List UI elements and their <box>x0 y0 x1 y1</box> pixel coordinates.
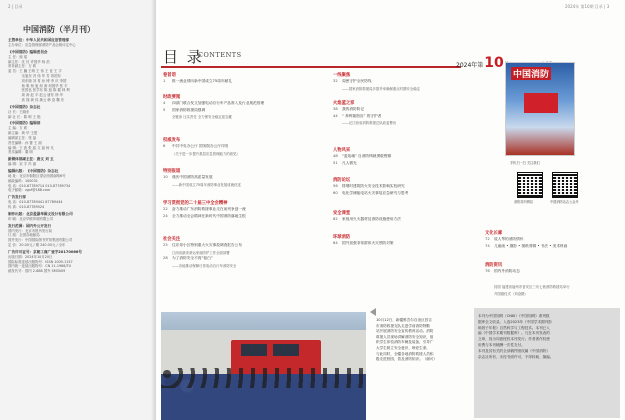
toc-page-number: 1 <box>163 79 166 83</box>
toc-entry[interactable] <box>163 243 242 248</box>
info-line: 出版日期：2024年10月20日 <box>8 254 53 259</box>
toc-page-number: 28 <box>163 256 168 260</box>
toc-entry[interactable] <box>494 284 570 289</box>
toc-entry-title: 奋力推动广东消防救援事业走在前列争创一流 <box>172 207 246 211</box>
cover-flag-image <box>524 93 558 113</box>
toc-subtitle: CONTENTS <box>198 51 242 59</box>
toc-entry-title: 故人琴的消防情怀 <box>494 237 524 241</box>
cover-logo: 中国消防 <box>511 67 551 80</box>
caption-line: 市消防救援支队走进学前消防特勤 <box>376 323 430 328</box>
toc-entry[interactable] <box>342 120 396 125</box>
info-line: 毛旭东 冯 伟 华 芳 刘国东 <box>8 73 61 78</box>
toc-entry[interactable] <box>333 241 394 246</box>
info-line: 社 长：王晓东 <box>8 109 30 114</box>
qr-caption-website: 消防周刊网站 <box>514 200 534 204</box>
toc-section-title: 特别报道 <box>163 169 181 174</box>
toc-section-title: 时政要闻 <box>163 95 181 100</box>
info-line: 编 辑：宋 宇 冯 丽 <box>8 162 37 167</box>
info-line: 责任编辑：孙 蕾 王 丽 <box>8 140 42 145</box>
toc-entry[interactable] <box>494 291 528 296</box>
toc-entry[interactable] <box>333 114 381 119</box>
toc-section-title: 环球消防 <box>333 235 351 240</box>
toc-page-number: 44 <box>333 113 338 118</box>
toc-section-title: 火焰蓝之家 <box>333 101 355 106</box>
info-line: 高 翔 黄 伟 龚云 韩 奋 魏 东 <box>8 97 65 102</box>
toc-entry[interactable] <box>172 250 230 255</box>
toc-entry[interactable] <box>172 263 236 268</box>
toc-title: 目 录 <box>163 48 204 66</box>
fire-truck-window <box>273 344 299 356</box>
info-line: 国内统一连续出版物号：CN 11-1966/TU <box>8 264 72 269</box>
notice-line: 用费与本刊稿酬一次性支付。 <box>478 342 525 347</box>
info-line: 电子邮箱：zgxf@188.com <box>8 188 51 193</box>
toc-page-number: 10 <box>163 175 168 179</box>
toc-entry-title: 排烟时建筑防火安全技术影响实验研究 <box>342 184 405 188</box>
info-line: 地 址：北京市朝阳区望京西园南路6号 <box>8 173 66 178</box>
toc-entry-title: 凡人微光 <box>342 160 357 165</box>
info-line: 常务副主任：万 莉 <box>8 64 37 69</box>
toc-page-number: 6 <box>163 144 166 148</box>
toc-rule <box>161 66 461 68</box>
toc-page-number: 4 <box>163 101 166 105</box>
caption-line: 站开展消防安全宣传教育活动。消防 <box>376 329 434 334</box>
toc-page-number: 74 <box>485 243 490 248</box>
info-line: 国外发行：中国国际图书贸易集团有限公司 <box>8 238 73 243</box>
toc-page-number: 5 <box>163 107 166 112</box>
info-line: 主 编：万 莉 <box>8 126 28 131</box>
toc-page-number: 22 <box>163 207 168 211</box>
notice-line: 本刊及其有关的全部稿件版权属《中国消防》 <box>478 348 550 353</box>
toc-section-title: 学习贯彻党的二十届三中全会精神 <box>163 201 228 206</box>
toc-entry[interactable] <box>342 86 420 91</box>
notice-line: 本刊为中国知网（CNKI）《中国知网》系列数 <box>478 314 550 318</box>
toc-entry[interactable] <box>163 144 228 149</box>
toc-page-number: 76 <box>485 269 490 273</box>
toc-entry[interactable] <box>333 217 401 222</box>
toc-page-number: 62 <box>333 217 338 221</box>
toc-entry-title: 全链条 压实责任 全力保安全稳定迎宝藏 <box>172 115 232 119</box>
info-line: 副 社 长：陈 明 王 艳 <box>8 114 41 119</box>
notice-line: 据库全文收录。入选2023年《中国学术期刊影 <box>478 319 552 324</box>
toc-entry-title: ——新中国成立75周年消防事业发展成就综述 <box>172 182 241 187</box>
info-line: 委 员：王 巍 王明 王 伟 王 征 王 宇 <box>8 69 62 74</box>
info-line: 周 涛 赵 平 赵云 唐东 徐 华 <box>8 93 64 98</box>
toc-entry-title: 为了消防安全不再“留白” <box>172 256 213 260</box>
toc-entry-title: 全力推动全会精神在新时代中国消防落地生根 <box>172 213 246 218</box>
toc-entry[interactable] <box>333 161 357 166</box>
fire-truck-window <box>241 344 267 356</box>
toc-page-number: 60 <box>333 190 338 195</box>
notice-line: 编《中国学术期刊数据库》。凡在本刊发表的 <box>478 331 550 336</box>
left-page <box>0 0 156 420</box>
toc-page-number: 24 <box>163 213 168 218</box>
toc-entry[interactable] <box>485 244 567 249</box>
toc-entry-title: “蓝焰魂” 自消防铸就勇敢铿锵 <box>342 154 392 158</box>
info-heading: 《中国消防》编辑委员会 <box>8 49 48 54</box>
toc-entry-title: 家庭用灭火器材及消防设施使用方法 <box>342 217 401 221</box>
info-line: 副主编：黄 华 王建 <box>8 131 38 136</box>
qr-code-wechat[interactable] <box>552 172 578 198</box>
masthead: 中国消防（半月刊） <box>23 24 95 34</box>
photo-caption <box>376 318 466 363</box>
toc-entry-title: ——记江西省消防救援总队政委曹岩 <box>342 121 397 125</box>
toc-entry[interactable] <box>163 101 264 106</box>
toc-page-number: 64 <box>333 241 338 245</box>
toc-page-number: 56 <box>333 184 338 188</box>
toc-section-title: 一线聚焦 <box>333 73 351 78</box>
info-line: 副主任：沈 纹 许国华 杨 浩 <box>8 59 50 64</box>
toc-entry-title: 电化学储能电站火灾事故应急研究与思考 <box>342 190 409 195</box>
right-page-header: 2024年 第10期 目录 | 3 <box>565 4 610 9</box>
toc-entry-title: 封面 福建省福州市晋安区三坊七巷消防救援站举行 <box>494 285 570 289</box>
toc-entry-title: 《关于进一步提升基层应急管理能力的意见》 <box>172 151 240 156</box>
left-page-header: 2 | 目录 <box>8 4 23 9</box>
info-line: 电 话：010-87789441 87789444 <box>8 200 63 205</box>
toc-entry-title: ——各地推动保障日常电动自行车消防安全 <box>172 263 237 268</box>
toc-entry-title: 我的消防防记 <box>342 107 365 111</box>
info-heading: 广告许可证号：京朝工商广登字20170066号 <box>8 249 82 254</box>
info-line: 编辑部主任：张 晶 <box>8 135 37 140</box>
toc-entry-title: 谨庆中国消防高质量发展 <box>172 175 213 179</box>
toc-entry-title: 住乐邦小区特别重大火灾事故调查报告公布 <box>172 243 243 247</box>
toc-entry-title: 周密守护全民防线 <box>342 79 372 83</box>
toc-entry-title: 儿童画 • 摄影 • 图纸剪辑 • 书法 • 美术科画 <box>494 243 568 248</box>
toc-entry[interactable] <box>163 108 205 113</box>
qr-caption-wechat: 中国消防杂志公众号 <box>550 200 579 204</box>
toc-entry-title: ——国家消防救援局多措并举确保重点时期安全稳定 <box>342 86 420 91</box>
info-line: 编 辑：王 波 张 晶 文 晶 杨 凡 <box>8 145 54 150</box>
toc-entry[interactable] <box>163 214 246 219</box>
info-line: 邮政编码：100031 <box>8 178 38 183</box>
toc-entry-title: 国内外消防动态 <box>494 269 520 273</box>
caption-line: 大学生树立安全意识、珍爱生命。 <box>376 345 430 350</box>
toc-section-title: 权威发布 <box>163 138 181 143</box>
toc-entry-title: 国外加强非常群体火灾预防对策 <box>342 241 394 245</box>
toc-entry-title: “ 养利箭指宣” 的守护者 <box>342 113 382 118</box>
toc-entry[interactable] <box>163 79 232 84</box>
toc-entry-title: 升国旗仪式（刘奋摄） <box>494 291 528 296</box>
info-line: 邮发代号：国内 2-888 国外 SM3009 <box>8 269 66 274</box>
toc-entry-title: 中共中央办公厅 国务院办公厅印发 <box>172 144 229 148</box>
toc-entry[interactable] <box>485 269 520 274</box>
info-heading: 《中国消防》编辑部 <box>8 121 41 126</box>
toc-section-title: 安全课堂 <box>333 211 351 216</box>
toc-page-number: 25 <box>163 243 168 247</box>
info-line: 美术编辑：董 明 <box>8 150 33 155</box>
toc-entry[interactable] <box>333 184 405 189</box>
copyright-notice-box <box>474 308 620 418</box>
toc-entry-title: 四部门联合发文加强电动自行车产品准入及行业规范管理 <box>172 101 265 105</box>
toc-entry[interactable] <box>172 182 241 187</box>
info-line: 主 任：琼 瑶 <box>8 54 28 59</box>
toc-entry[interactable] <box>485 237 524 242</box>
notice-line: 杂志社所有，未经书面许可，不得转载、摘编。 <box>478 354 554 359</box>
toc-section-title: 社会关注 <box>163 237 181 242</box>
qr-note: 手机扫一扫 关注我们 <box>510 161 540 165</box>
toc-section-title: 消防资讯 <box>485 263 503 268</box>
notice-line: 响因子年报》自然科学与工程技术。本刊已入 <box>478 325 550 330</box>
info-line: 订 阅：全国各地邮局 <box>8 233 40 238</box>
toc-entry[interactable] <box>172 151 240 156</box>
info-heading: 编辑出版：《中国消防》杂志社 <box>8 168 59 173</box>
toc-entry[interactable] <box>163 207 246 212</box>
toc-page-number: 72 <box>485 237 490 241</box>
toc-section-title: 卷首语 <box>163 73 176 78</box>
toc-page-number: 38 <box>333 107 338 111</box>
toc-entry-title: 国家消防救援局强调 <box>172 107 206 112</box>
info-line: 电 话：010-87789714 010-87789734 <box>8 183 71 188</box>
toc-entry[interactable] <box>333 191 408 196</box>
caption-arrow-icon <box>370 308 376 316</box>
info-line: 张国良 张学东 陈 旭 陈 健 林 利 <box>8 88 70 93</box>
toc-entry[interactable] <box>333 79 372 84</box>
info-heading: 新媒体部副主任：唐文 刘 玉 <box>8 157 54 162</box>
toc-page-number: 48 <box>333 154 338 158</box>
toc-entry[interactable] <box>333 107 364 112</box>
info-line: 杨 明 杨 旭 何 涛 何国华 张 平 <box>8 83 68 88</box>
toc-entry[interactable] <box>163 256 213 261</box>
caption-line: 极走进校园，普及消防知识。（谢可） <box>376 357 438 362</box>
notice-line: 文章，视为同意授权本刊发行。作者著作权使 <box>478 337 550 342</box>
info-line: 定 价：20.00元 / 期 240.00元 / 全年 <box>8 242 66 247</box>
toc-page-number: 32 <box>333 79 338 83</box>
info-line: 国际标准连续出版物号：ISSN 1009-1157 <box>8 259 73 264</box>
toc-section-title: 人物风采 <box>333 148 351 153</box>
info-line: 印 刷：北京华联印刷有限公司 <box>8 216 54 221</box>
info-heading: 制作出版：北京盈嘉华图文设计有限公司 <box>8 211 73 216</box>
students-heads <box>161 368 366 388</box>
toc-page-number: 51 <box>333 160 338 165</box>
cover-thumbnail <box>505 62 575 156</box>
issue-year: 2024年第 <box>456 62 484 69</box>
info-heading: 广告发行部 <box>8 195 26 200</box>
info-line: 主办单位：应急管理部消防产品合格评定中心 <box>8 43 76 47</box>
info-line: 传 真：010-87789524 <box>8 204 45 209</box>
caption-line: 救援人员现场讲解消防安全知识，组 <box>376 334 434 339</box>
cover-photo <box>161 312 366 420</box>
caption-line: 与此同时，全疆各地消防救援人员积 <box>376 351 434 356</box>
caption-line: 10月12日，新疆维吾尔自治区昌吉 <box>376 318 432 322</box>
info-heading: 《中国消防》杂志社 <box>8 104 41 109</box>
toc-entry[interactable] <box>333 154 391 159</box>
toc-entry-title: 推一流业绩向新中国成立75周年献礼 <box>172 79 233 83</box>
issue-number: 10 <box>484 55 504 71</box>
toc-entry[interactable] <box>163 175 213 180</box>
caption-line: 织学生体验消防车辆及装备，引导广 <box>376 340 434 345</box>
toc-section-title: 消防论坛 <box>333 178 351 183</box>
editorial-info-block <box>8 36 148 274</box>
info-line: 国内发行：北京市报刊发行局 <box>8 228 53 233</box>
info-heading: 发行范围：国内外公开发行 <box>8 223 52 228</box>
info-heading: 主管单位：中华人民共和国应急管理部 <box>8 38 70 42</box>
toc-entry[interactable] <box>172 114 232 119</box>
info-line: 刘东晓 刘 青 孙 博 李 庆 李国 <box>8 78 67 83</box>
toc-entry-title: 江西省最美命运家庭防护工作全面部署 <box>172 250 230 255</box>
toc-section-title: 文化长廊 <box>485 231 503 236</box>
qr-code-website[interactable] <box>517 172 543 198</box>
